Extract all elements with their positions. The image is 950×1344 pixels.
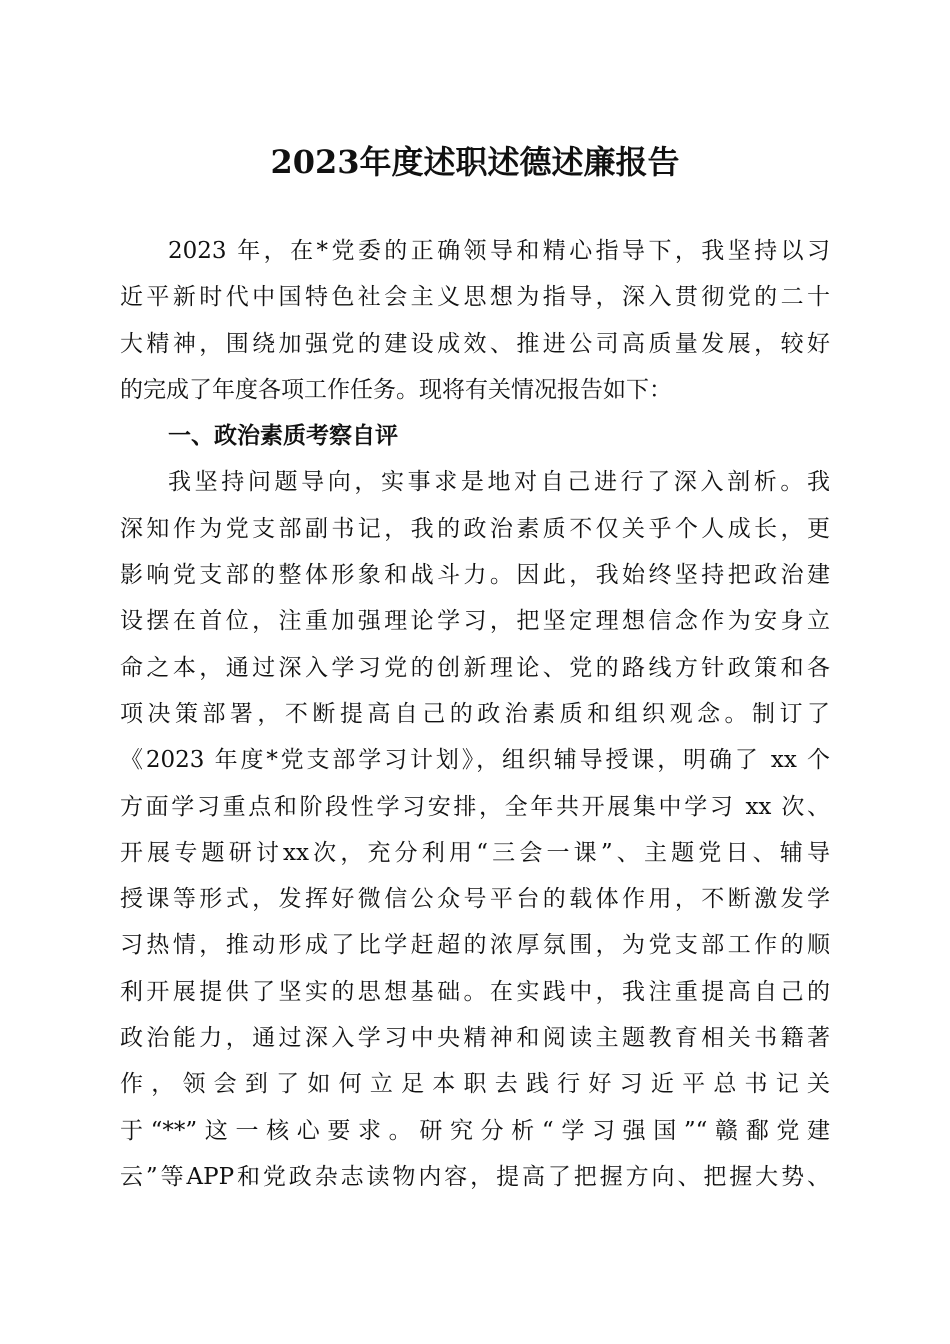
paragraph-line: 《2023 年度*党支部学习计划》，组织辅导授课，明确了 xx 个 xyxy=(120,747,830,774)
paragraph-line: 影响党支部的整体形象和战斗力。因此，我始终坚持把政治建 xyxy=(120,562,830,589)
paragraph-line: 设摆在首位，注重加强理论学习，把坚定理想信念作为安身立 xyxy=(120,608,830,635)
paragraph-line: 项决策部署，不断提高自己的政治素质和组织观念。制订了 xyxy=(120,700,830,727)
paragraph-line: 大精神，围绕加强党的建设成效、推进公司高质量发展，较好 xyxy=(120,330,830,357)
paragraph-line: 近平新时代中国特色社会主义思想为指导，深入贯彻党的二十 xyxy=(120,284,830,311)
document-title: 2023年度述职述德述廉报告 xyxy=(270,143,680,181)
paragraph-line: 习热情，推动形成了比学赶超的浓厚氛围，为党支部工作的顺 xyxy=(120,932,830,959)
paragraph-line: 命之本，通过深入学习党的创新理论、党的路线方针政策和各 xyxy=(120,654,830,681)
section-heading: 一、政治素质考察自评 xyxy=(168,423,398,450)
paragraph-line: 利开展提供了坚实的思想基础。在实践中，我注重提高自己的 xyxy=(120,978,830,1005)
paragraph-line: 开展专题研讨xx次，充分利用“三会一课”、主题党日、辅导 xyxy=(120,839,830,866)
paragraph-line: 作，领会到了如何立足本职去践行好习近平总书记关 xyxy=(120,1071,830,1098)
paragraph-line: 的完成了年度各项工作任务。现将有关情况报告如下： xyxy=(120,376,672,403)
paragraph-line: 深知作为党支部副书记，我的政治素质不仅关乎个人成长，更 xyxy=(120,515,830,542)
paragraph-line: 授课等形式，发挥好微信公众号平台的载体作用，不断激发学 xyxy=(120,886,830,913)
paragraph-line: 政治能力，通过深入学习中央精神和阅读主题教育相关书籍著 xyxy=(120,1025,830,1052)
paragraph-line: 2023 年，在*党委的正确领导和精心指导下，我坚持以习 xyxy=(168,238,830,264)
paragraph-line: 方面学习重点和阶段性学习安排，全年共开展集中学习 xx 次、 xyxy=(120,793,830,820)
paragraph-line: 云”等APP和党政杂志读物内容，提高了把握方向、把握大势、 xyxy=(120,1163,830,1190)
paragraph-line: 我坚持问题导向，实事求是地对自己进行了深入剖析。我 xyxy=(168,469,830,496)
document-body xyxy=(120,228,830,1200)
paragraph-line: 于“**”这一核心要求。研究分析“学习强国”“赣鄱党建 xyxy=(120,1117,830,1144)
